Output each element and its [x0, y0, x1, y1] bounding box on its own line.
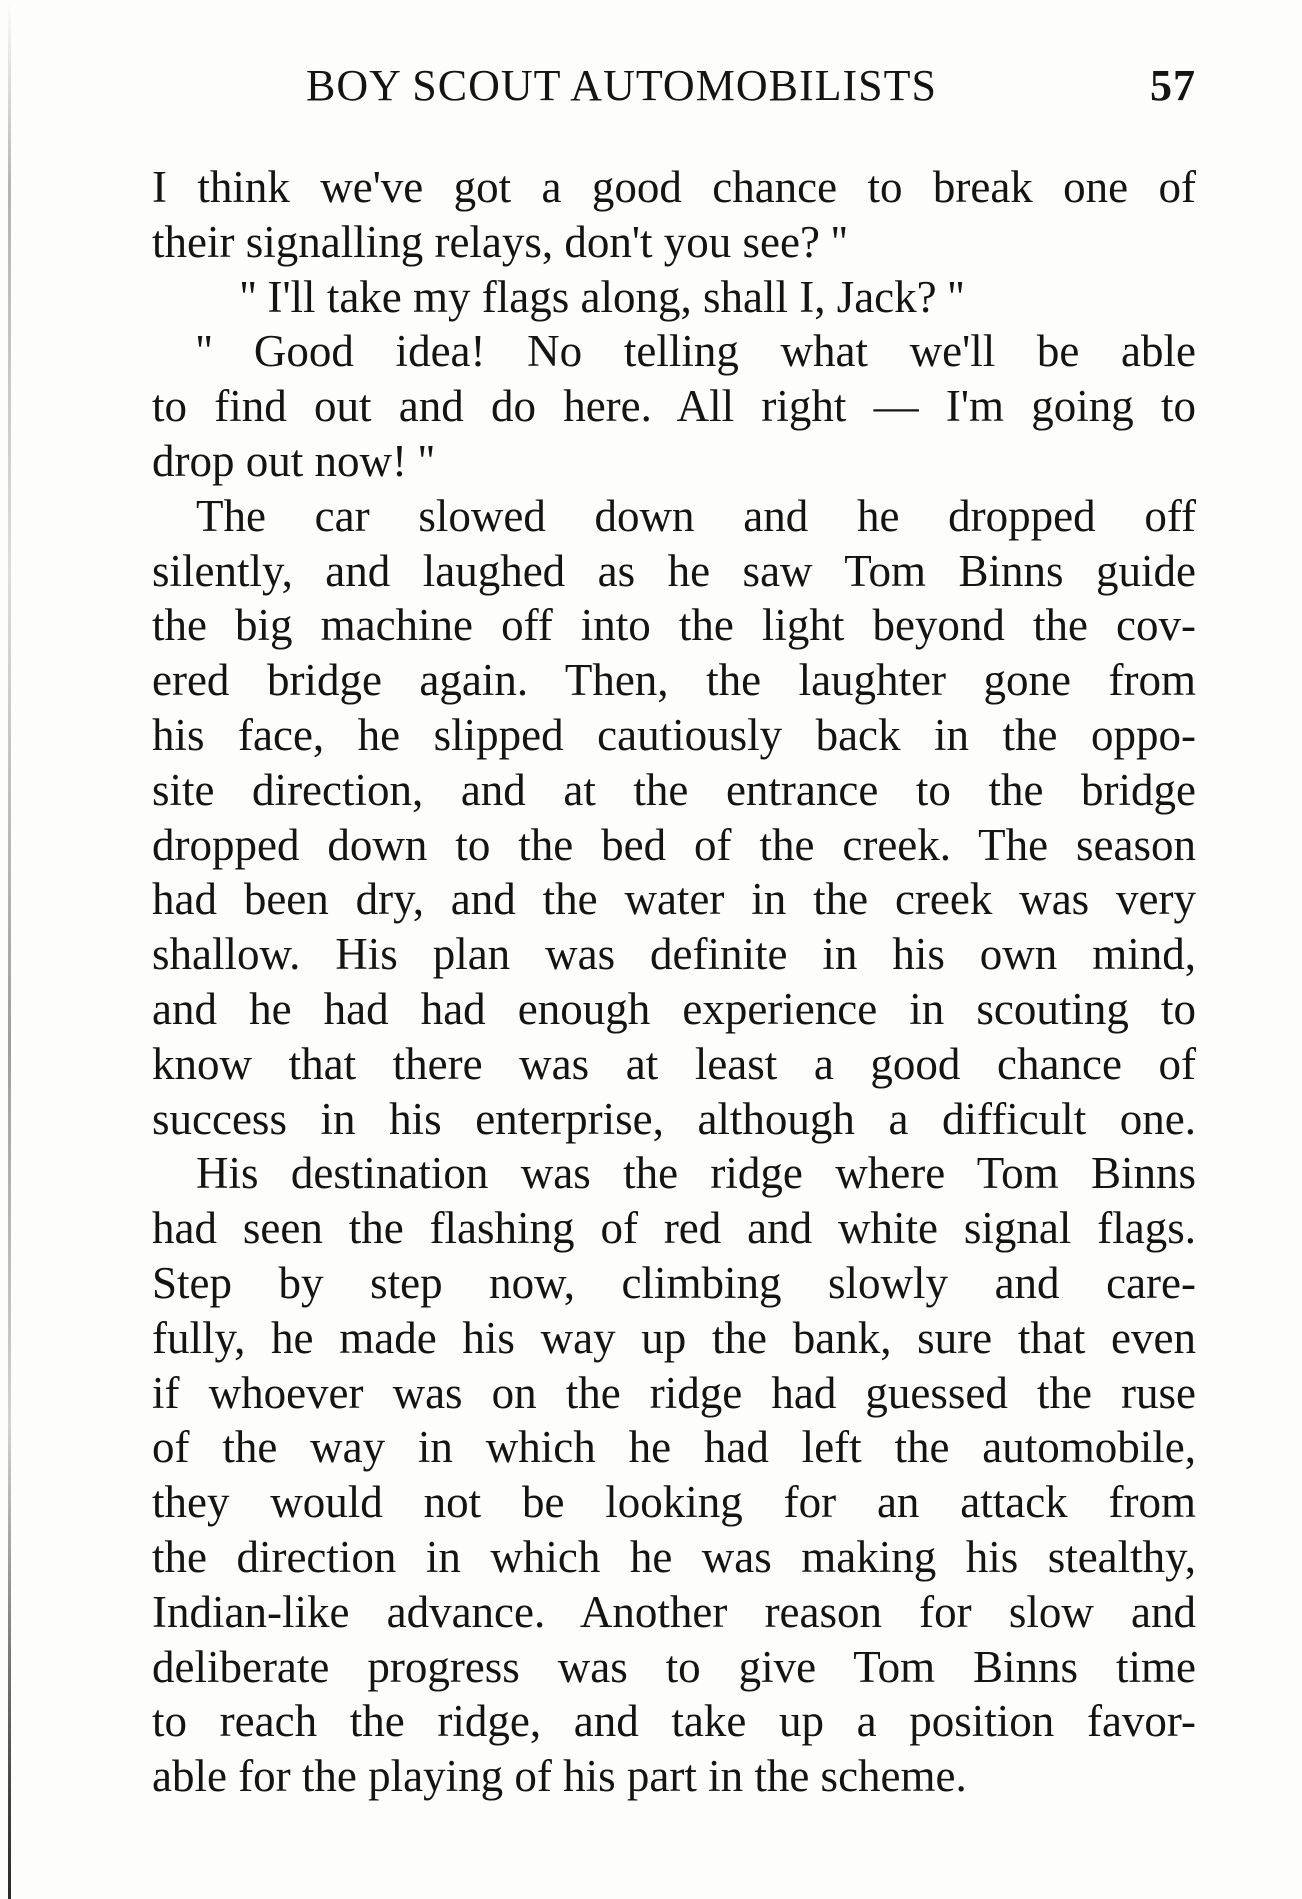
text-line: dropped down to the bed of the creek. The season: [152, 819, 1196, 870]
page-number: 57: [1150, 61, 1196, 110]
text-line: had seen the flashing of red and white signal flags.: [152, 1203, 1196, 1254]
text-line: I think we've got a good chance to break one of: [152, 162, 1196, 212]
text-line: site direction, and at the entrance to the bridge: [152, 764, 1196, 815]
text-line: had been dry, and the water in the creek was very: [152, 874, 1196, 925]
text-line: if whoever was on the ridge had guessed the ruse: [152, 1367, 1196, 1418]
text-line: their signalling relays, don't you see? '': [152, 216, 848, 267]
text-line: they would not be looking for an attack from: [152, 1477, 1196, 1528]
text-line: deliberate progress was to give Tom Binns time: [152, 1641, 1196, 1692]
paragraph: [152, 489, 1196, 1147]
text-line: his face, he slipped cautiously back in the oppo-: [152, 709, 1196, 760]
page-header: [306, 60, 1196, 120]
text-line: silently, and laughed as he saw Tom Binns guide: [152, 545, 1196, 596]
text-line: drop out now! '': [152, 435, 435, 486]
text-line: the big machine off into the light beyond the cov-: [152, 600, 1196, 651]
text-line: the direction in which he was making his stealthy,: [152, 1531, 1196, 1582]
paragraph: [152, 324, 1196, 488]
text-line: His destination was the ridge where Tom Binns: [196, 1148, 1196, 1199]
text-line: able for the playing of his part in the scheme.: [152, 1751, 967, 1802]
text-line: fully, he made his way up the bank, sure that even: [152, 1312, 1196, 1363]
text-line: and he had had enough experience in scouting to: [152, 983, 1196, 1034]
text-line: to find out and do here. All right — I'm going to: [152, 381, 1196, 432]
text-line: '' I'll take my flags along, shall I, Jack? '': [240, 271, 965, 322]
text-line: The car slowed down and he dropped off: [196, 490, 1196, 541]
binding-gutter-shadow: [8, 0, 11, 1899]
text-line: to reach the ridge, and take up a position favor-: [152, 1696, 1196, 1747]
text-line: shallow. His plan was definite in his own mind,: [152, 929, 1196, 980]
text-line: Step by step now, climbing slowly and care-: [152, 1257, 1196, 1308]
paragraph: [152, 160, 1196, 270]
text-line: ered bridge again. Then, the laughter gone from: [152, 655, 1196, 706]
body-text: [152, 160, 1196, 1804]
text-line: success in his enterprise, although a difficult one.: [152, 1093, 1196, 1144]
paragraph: [152, 270, 1196, 325]
paragraph: [152, 1146, 1196, 1804]
running-head: BOY SCOUT AUTOMOBILISTS: [306, 61, 937, 110]
text-line: of the way in which he had left the automobile,: [152, 1422, 1196, 1473]
text-line: know that there was at least a good chance of: [152, 1038, 1196, 1089]
text-line: '' Good idea! No telling what we'll be able: [196, 326, 1196, 377]
text-line: Indian-like advance. Another reason for slow and: [152, 1586, 1196, 1637]
